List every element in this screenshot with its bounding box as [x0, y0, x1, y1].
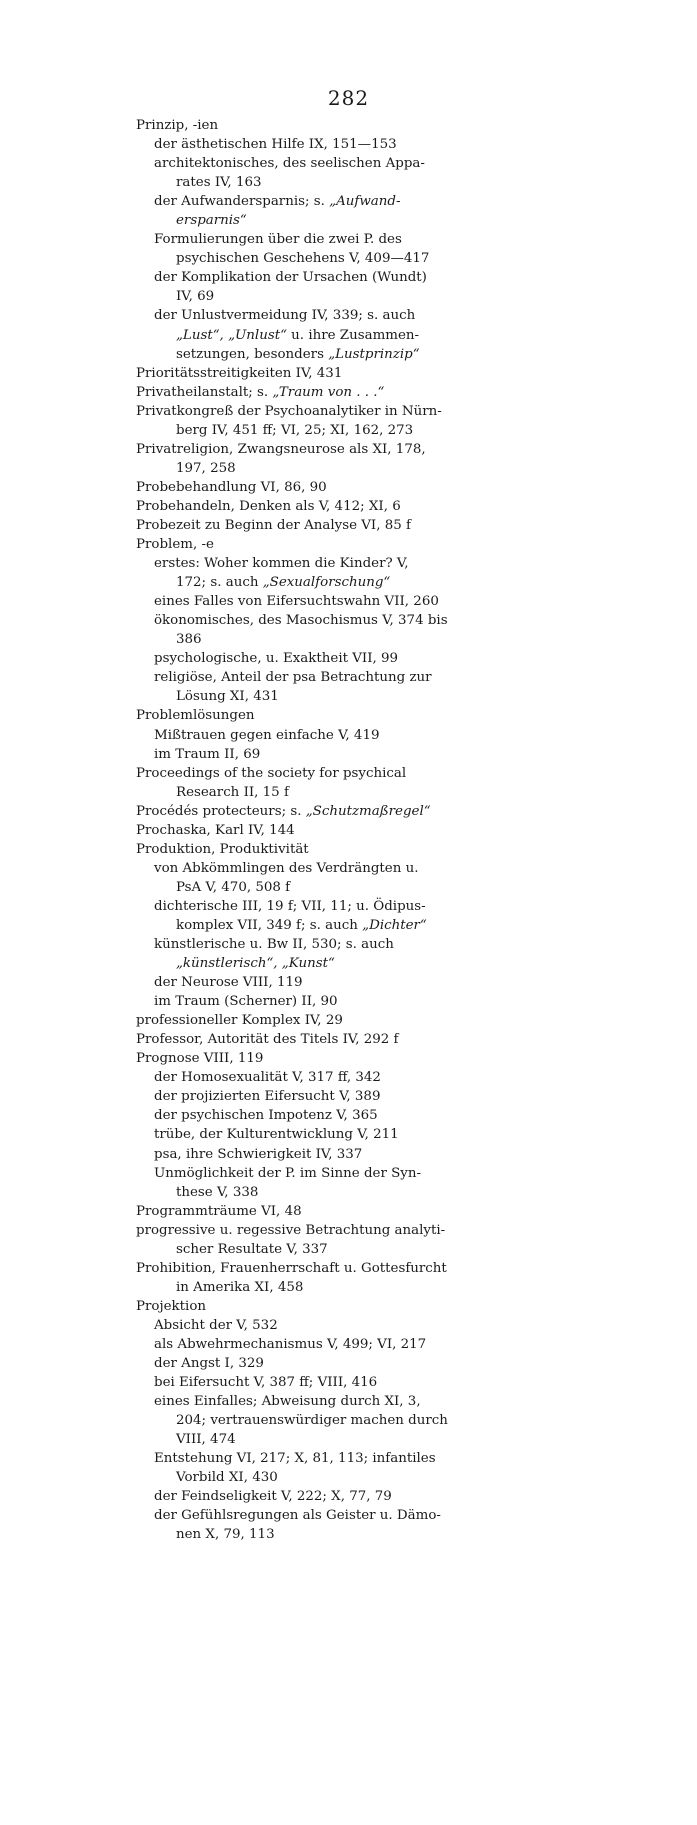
index-subentry [136, 1335, 566, 1354]
index-column [136, 116, 566, 1545]
index-entry [136, 402, 566, 421]
index-subentry [136, 1183, 566, 1202]
entry-text: in Amerika XI, 458 [176, 1279, 304, 1295]
index-subentry [136, 1354, 566, 1373]
index-subentry [136, 1373, 566, 1392]
index-subentry [136, 630, 566, 649]
index-subentry [136, 345, 566, 364]
entry-text: im Traum II, 69 [154, 746, 261, 762]
entry-text: künstlerische u. Bw II, 530; s. auch [154, 937, 394, 953]
index-entry [136, 1030, 566, 1049]
entry-text: dichterische III, 19 f; VII, 11; u. Ödipus- [154, 898, 426, 914]
index-entry [136, 1011, 566, 1030]
index-entry [136, 440, 566, 459]
index-subentry [136, 592, 566, 611]
entry-text: der projizierten Eifersucht V, 389 [154, 1089, 381, 1105]
entry-text: Professor, Autorität des Titels IV, 292 f [136, 1032, 399, 1048]
index-entry [136, 1049, 566, 1068]
index-subentry [136, 1125, 566, 1144]
index-subentry [136, 1087, 566, 1106]
index-subentry [136, 726, 566, 745]
index-entry [136, 1297, 566, 1316]
entry-text: eines Einfalles; Abweisung durch XI, 3, [154, 1394, 421, 1410]
cross-reference-text: „Dichter“ [362, 917, 427, 933]
cross-reference-text: „Traum von . . .“ [272, 384, 385, 400]
entry-text: Prioritätsstreitigkeiten IV, 431 [136, 365, 343, 381]
index-entry [136, 1259, 566, 1278]
index-entry [136, 364, 566, 383]
index-entry [136, 1221, 566, 1240]
entry-text: Prognose VIII, 119 [136, 1051, 264, 1067]
entry-text: der psychischen Impotenz V, 365 [154, 1108, 378, 1124]
entry-text: Lösung XI, 431 [176, 689, 279, 705]
entry-text: Proceedings of the society for psychical [136, 765, 407, 781]
cross-reference-text: „Schutzmaßregel“ [305, 803, 431, 819]
entry-text: Probehandeln, Denken als V, 412; XI, 6 [136, 498, 401, 514]
index-subentry [136, 268, 566, 287]
index-subentry [136, 326, 566, 345]
entry-text: Procédés protecteurs; s. [136, 803, 306, 819]
entry-text: Absicht der V, 532 [154, 1317, 278, 1333]
entry-text: von Abkömmlingen des Verdrängten u. [154, 860, 419, 876]
index-subentry [136, 954, 566, 973]
index-subentry [136, 1449, 566, 1468]
index-entry [136, 764, 566, 783]
index-subentry [136, 421, 566, 440]
index-subentry [136, 878, 566, 897]
entry-text: progressive u. regessive Betrachtung analyti- [136, 1222, 446, 1238]
index-subentry [136, 1430, 566, 1449]
index-subentry [136, 1068, 566, 1087]
index-subentry [136, 173, 566, 192]
entry-text: Research II, 15 f [176, 784, 289, 800]
entry-text: 204; vertrauenswürdiger machen durch [176, 1413, 448, 1429]
entry-text: Projektion [136, 1298, 207, 1314]
cross-reference-text: ersparnis“ [176, 213, 247, 229]
index-subentry [136, 554, 566, 573]
entry-text: der Gefühlsregungen als Geister u. Dämo- [154, 1508, 441, 1524]
entry-text: Probebehandlung VI, 86, 90 [136, 479, 327, 495]
index-subentry [136, 192, 566, 211]
entry-text: PsA V, 470, 508 f [176, 879, 291, 895]
entry-text: erstes: Woher kommen die Kinder? V, [154, 556, 409, 572]
index-subentry [136, 1145, 566, 1164]
index-subentry [136, 935, 566, 954]
index-entry [136, 706, 566, 725]
entry-text: setzungen, besonders [176, 346, 329, 362]
entry-text: als Abwehrmechanismus V, 499; VI, 217 [154, 1337, 427, 1352]
index-entry [136, 497, 566, 516]
index-subentry [136, 1487, 566, 1506]
index-subentry [136, 1525, 566, 1544]
entry-text: psa, ihre Schwierigkeit IV, 337 [154, 1146, 363, 1162]
index-subentry [136, 249, 566, 268]
entry-text: Formulierungen über die zwei P. des [154, 232, 402, 248]
index-entry [136, 802, 566, 821]
entry-text: nen X, 79, 113 [176, 1527, 275, 1543]
index-subentry [136, 745, 566, 764]
cross-reference-text: „Sexualforschung“ [262, 575, 391, 591]
entry-text: Vorbild XI, 430 [176, 1470, 278, 1486]
index-subentry [136, 611, 566, 630]
entry-text: 172; s. auch [176, 575, 263, 591]
entry-text: Prinzip, -ien [136, 118, 219, 133]
entry-text: der ästhetischen Hilfe IX, 151—153 [154, 137, 397, 153]
index-subentry [136, 897, 566, 916]
index-subentry [136, 1278, 566, 1297]
index-entry [136, 840, 566, 859]
entry-text: Programmträume VI, 48 [136, 1203, 302, 1219]
index-subentry [136, 287, 566, 306]
index-subentry [136, 1411, 566, 1430]
entry-text: u. ihre Zusammen- [286, 327, 420, 343]
index-subentry [136, 992, 566, 1011]
index-subentry [136, 783, 566, 802]
entry-text: Privatheilanstalt; s. [136, 384, 273, 400]
page-number: 282 [327, 86, 370, 110]
entry-text: these V, 338 [176, 1184, 259, 1200]
entry-text: Prochaska, Karl IV, 144 [136, 822, 295, 838]
entry-text: 386 [176, 632, 202, 648]
index-subentry [136, 1392, 566, 1411]
index-entry [136, 516, 566, 535]
cross-reference-text: „Lust“, „Unlust“ [176, 327, 287, 343]
index-subentry [136, 230, 566, 249]
entry-text: der Neurose VIII, 119 [154, 975, 303, 991]
index-subentry [136, 211, 566, 230]
index-entry [136, 821, 566, 840]
entry-text: der Angst I, 329 [154, 1356, 264, 1372]
entry-text: IV, 69 [176, 289, 215, 305]
index-entry [136, 535, 566, 554]
index-subentry [136, 916, 566, 935]
index-subentry [136, 687, 566, 706]
entry-text: Problemlösungen [136, 708, 255, 724]
entry-text: der Unlustvermeidung IV, 339; s. auch [154, 308, 416, 324]
index-subentry [136, 306, 566, 325]
entry-text: religiöse, Anteil der psa Betrachtung zur [154, 670, 432, 686]
index-subentry [136, 1164, 566, 1183]
cross-reference-text: „Aufwand- [329, 194, 401, 210]
index-subentry [136, 649, 566, 668]
entry-text: architektonisches, des seelischen Appa- [154, 156, 425, 172]
entry-text: Entstehung VI, 217; X, 81, 113; infantiles [154, 1451, 436, 1467]
entry-text: Probezeit zu Beginn der Analyse VI, 85 f [136, 517, 411, 533]
entry-text: VIII, 474 [176, 1432, 236, 1448]
index-subentry [136, 973, 566, 992]
entry-text: eines Falles von Eifersuchtswahn VII, 260 [154, 594, 439, 610]
index-subentry [136, 1506, 566, 1525]
entry-text: Prohibition, Frauenherrschaft u. Gottesfurcht [136, 1260, 447, 1276]
entry-text: psychologische, u. Exaktheit VII, 99 [154, 651, 399, 667]
index-subentry [136, 573, 566, 592]
entry-text: Unmöglichkeit der P. im Sinne der Syn- [154, 1165, 422, 1181]
entry-text: professioneller Komplex IV, 29 [136, 1013, 343, 1029]
index-subentry [136, 1316, 566, 1335]
entry-text: bei Eifersucht V, 387 ff; VIII, 416 [154, 1375, 378, 1391]
index-entry [136, 1202, 566, 1221]
index-subentry [136, 1106, 566, 1125]
cross-reference-text: „künstlerisch“, „Kunst“ [176, 956, 335, 972]
entry-text: der Komplikation der Ursachen (Wundt) [154, 270, 427, 286]
index-entry [136, 478, 566, 497]
index-subentry [136, 859, 566, 878]
entry-text: scher Resultate V, 337 [176, 1241, 328, 1257]
entry-text: der Aufwandersparnis; s. [154, 194, 330, 210]
entry-text: Produktion, Produktivität [136, 841, 309, 857]
entry-text: trübe, der Kulturentwicklung V, 211 [154, 1127, 399, 1143]
entry-text: komplex VII, 349 f; s. auch [176, 917, 363, 933]
entry-text: Privatkongreß der Psychoanalytiker in Nürn- [136, 403, 442, 419]
entry-text: der Homosexualität V, 317 ff, 342 [154, 1070, 381, 1086]
index-subentry [136, 1240, 566, 1259]
index-subentry [136, 459, 566, 478]
entry-text: im Traum (Scherner) II, 90 [154, 994, 338, 1010]
cross-reference-text: „Lustprinzip“ [328, 346, 420, 362]
entry-text: berg IV, 451 ff; VI, 25; XI, 162, 273 [176, 422, 414, 438]
entry-text: Problem, -e [136, 537, 214, 553]
index-subentry [136, 668, 566, 687]
index-subentry [136, 154, 566, 173]
entry-text: psychischen Geschehens V, 409—417 [176, 251, 430, 267]
index-subentry [136, 1468, 566, 1487]
entry-text: Privatreligion, Zwangsneurose als XI, 178, [136, 441, 426, 457]
entry-text: rates IV, 163 [176, 175, 262, 191]
index-subentry [136, 135, 566, 154]
index-entry [136, 116, 566, 135]
entry-text: der Feindseligkeit V, 222; X, 77, 79 [154, 1489, 392, 1505]
entry-text: 197, 258 [176, 460, 236, 476]
entry-text: ökonomisches, des Masochismus V, 374 bis [154, 613, 448, 629]
entry-text: Mißtrauen gegen einfache V, 419 [154, 727, 380, 743]
index-entry [136, 383, 566, 402]
